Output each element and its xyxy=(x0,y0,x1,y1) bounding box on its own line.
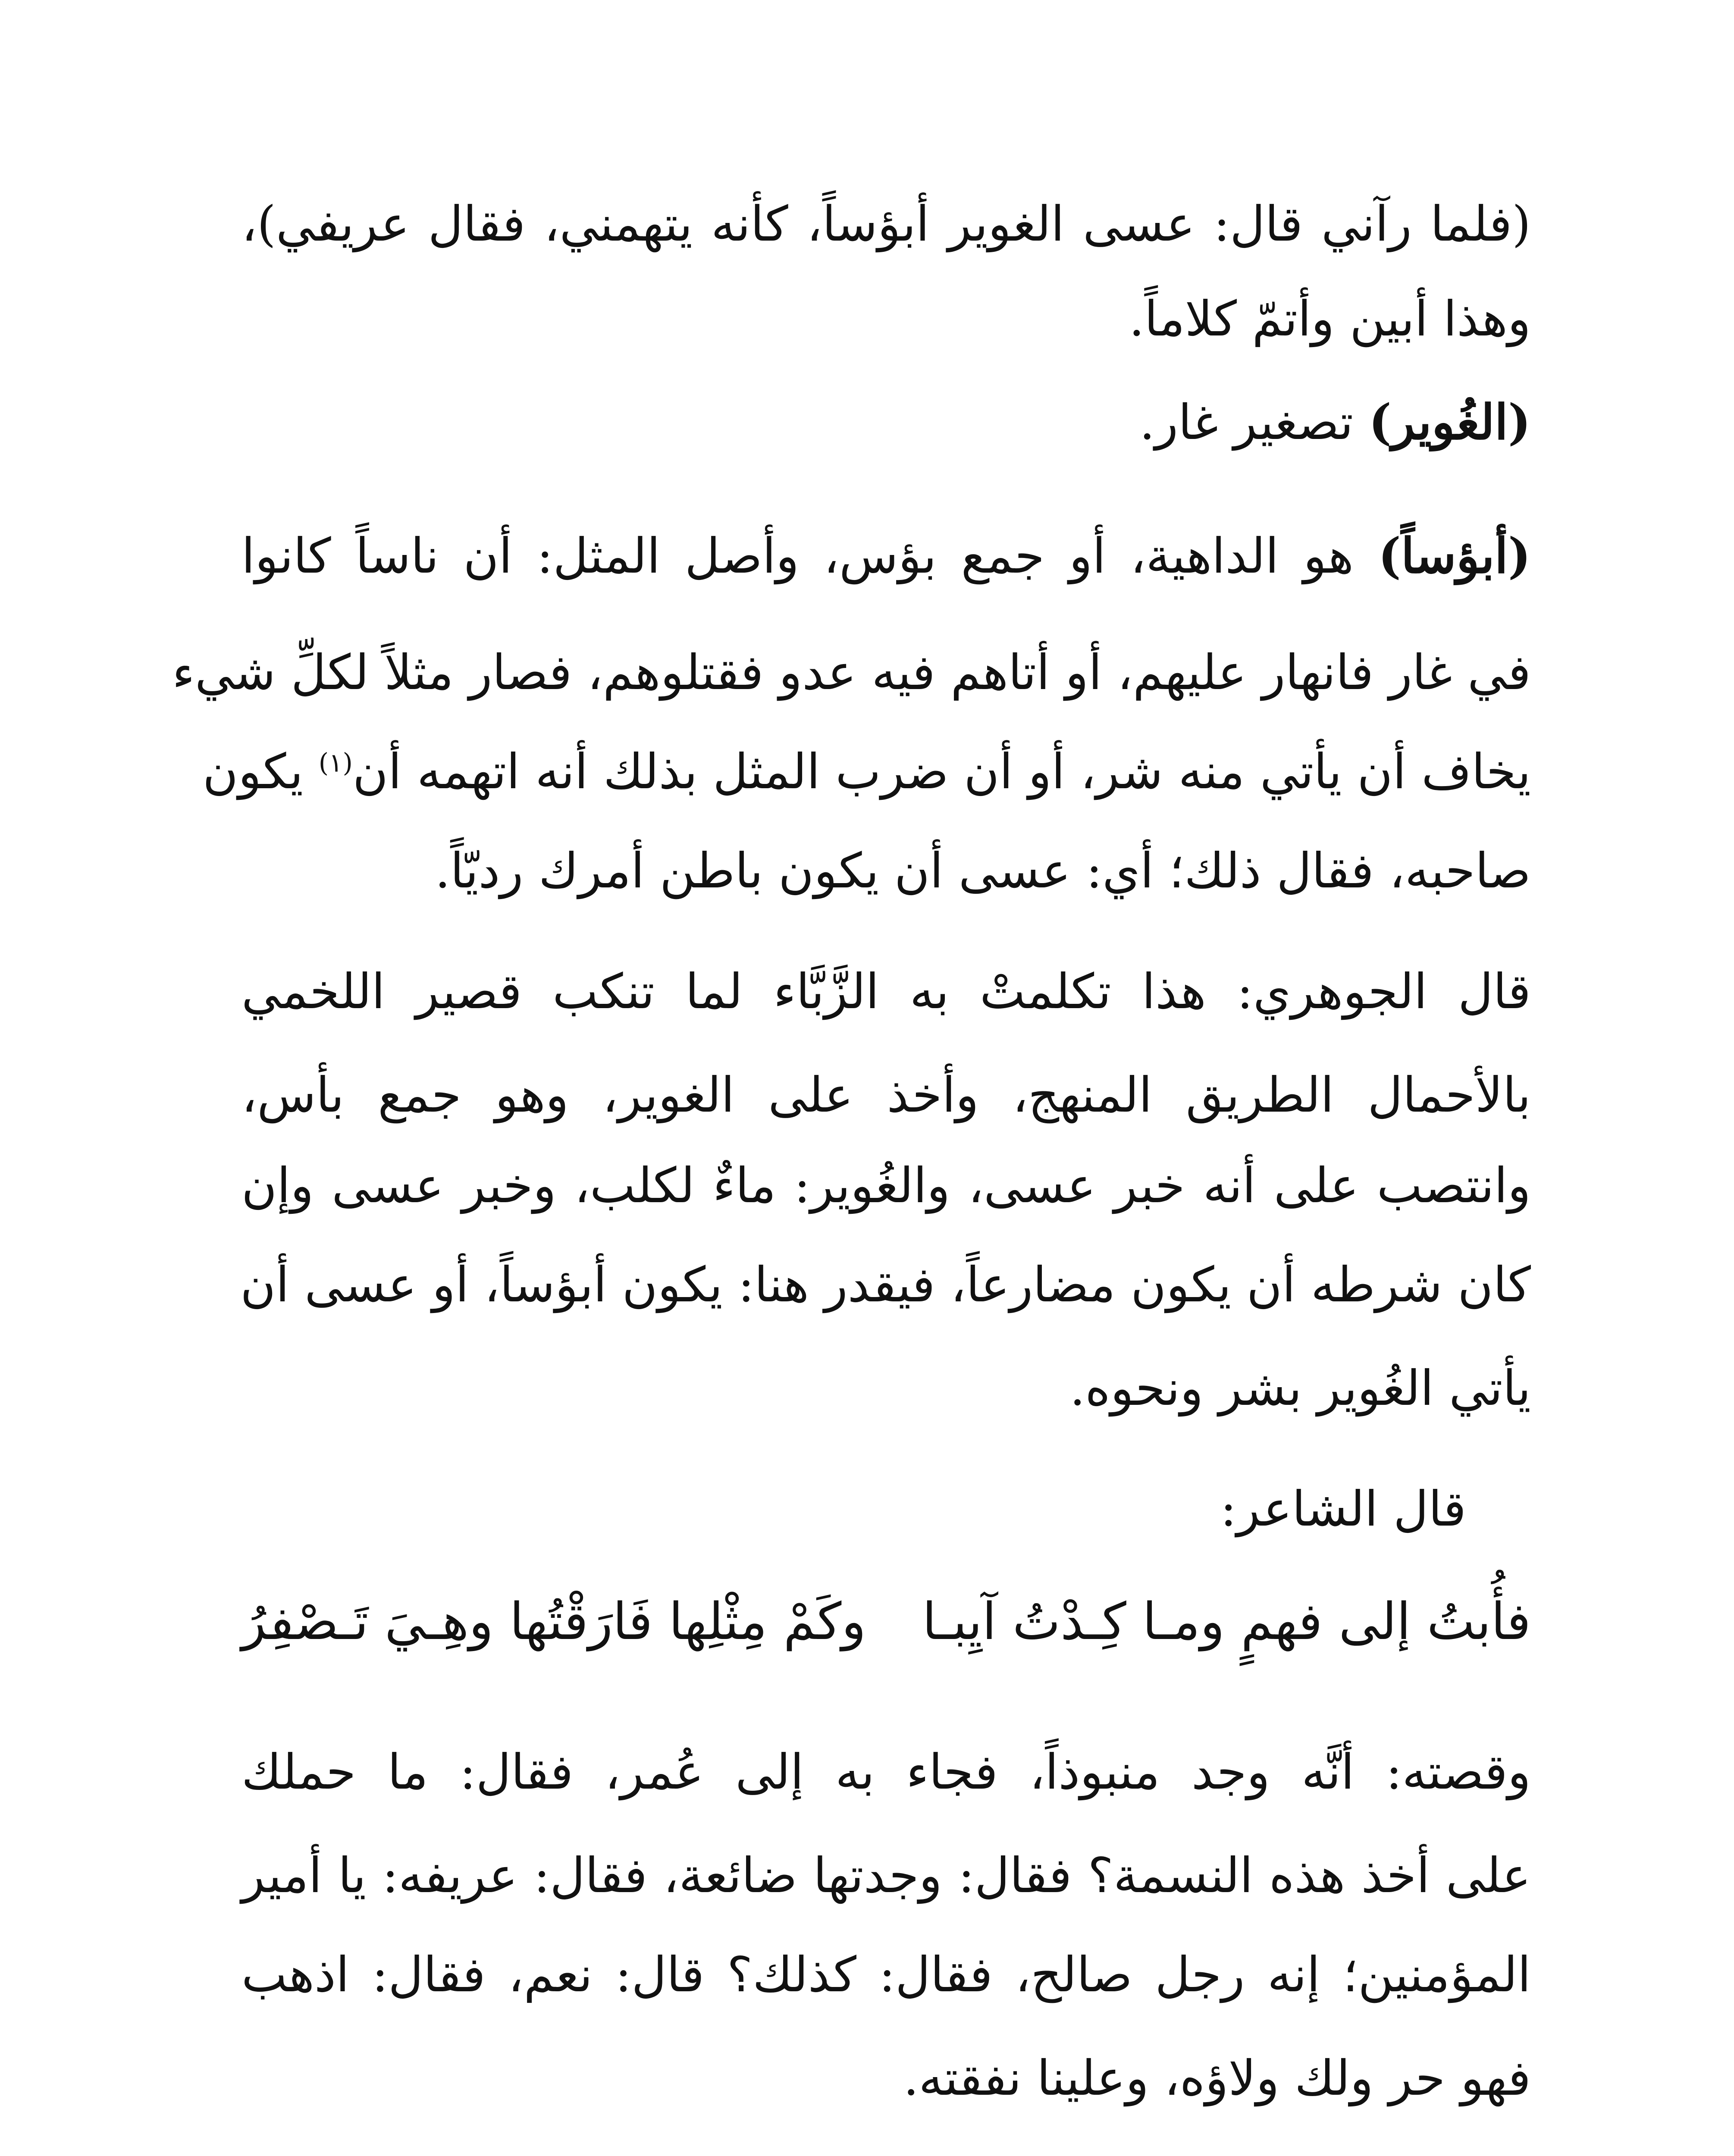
definition-text: هو الداهية، أو جمع بؤس، وأصل المثل: أن ناساً كانوا xyxy=(241,528,1378,584)
term-abusan: (أبؤساً) xyxy=(1378,528,1531,584)
text-line: (فلما رآني قال: عسى الغوير أبؤساً، كأنه يتهمني، فقال عريفي)، xyxy=(241,196,1531,252)
footnote-marker[interactable]: (١) xyxy=(318,748,353,778)
text-line: المؤمنين؛ إنه رجل صالح، فقال: كذلك؟ قال: نعم، فقال: اذهب xyxy=(241,1947,1531,2003)
text-line: وانتصب على أنه خبر عسى، والغُوير: ماءٌ لكلب، وخبر عسى وإن xyxy=(241,1158,1531,1214)
text-line: صاحبه، فقال ذلك؛ أي: عسى أن يكون باطن أمرك رديّاً. xyxy=(435,843,1531,899)
text-line: في غار فانهار عليهم، أو أتاهم فيه عدو فقتلوهم، فصار مثلاً لكلِّ شيء xyxy=(172,645,1531,701)
text-line: فهو حر ولك ولاؤه، وعلينا نفقته. xyxy=(903,2050,1531,2106)
definition-line xyxy=(241,379,1531,466)
text-line: بالأحمال الطريق المنهج، وأخذ على الغوير، وهو جمع بأس، xyxy=(241,1067,1531,1123)
text-line: يأتي الغُوير بشر ونحوه. xyxy=(1069,1360,1531,1416)
text-segment: يخاف أن يأتي منه شر، أو أن ضرب المثل بذلك أنه اتهمه أن xyxy=(352,744,1531,800)
text-line: كان شرطه أن يكون مضارعاً، فيقدر هنا: يكون أبؤساً، أو عسى أن xyxy=(240,1257,1531,1313)
verse-first-hemistich: فأُبتُ إلى فهمٍ ومـا كِـدْتُ آيِبـا xyxy=(922,1592,1531,1651)
text-line: وهذا أبين وأتمّ كلاماً. xyxy=(1129,291,1531,347)
definition-line xyxy=(241,513,1531,599)
text-line: قال الجوهري: هذا تكلمتْ به الزَّبَّاء لما تنكب قصير اللخمي xyxy=(241,964,1531,1020)
text-line: وقصته: أنَّه وجد منبوذاً، فجاء به إلى عُمر، فقال: ما حملك xyxy=(241,1744,1531,1800)
term-ghuwayr: (الغُوير) xyxy=(1368,394,1531,451)
poetry-verse xyxy=(241,1574,1531,1669)
text-line xyxy=(203,729,1531,815)
text-segment: يكون xyxy=(203,744,319,800)
text-line: على أخذ هذه النسمة؟ فقال: وجدتها ضائعة، فقال: عريفه: يا أمير xyxy=(241,1848,1531,1904)
verse-second-hemistich: وكَمْ مِثْلِها فَارَقْتُها وهِـيَ تَـصْفِرُ xyxy=(241,1592,866,1651)
poet-intro: قال الشاعر: xyxy=(1220,1481,1466,1537)
definition-text: تصغير غار. xyxy=(1139,395,1369,451)
